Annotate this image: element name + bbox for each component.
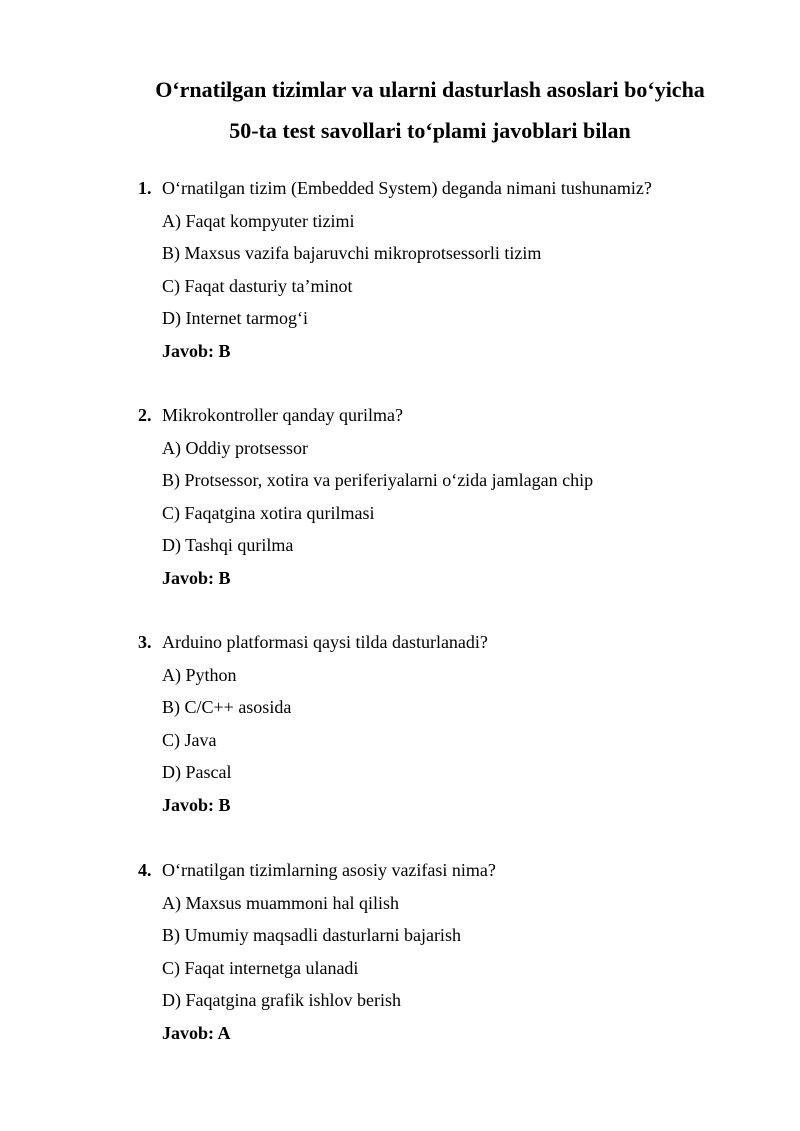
question-number: 2. xyxy=(138,405,152,425)
answer-label: Javob: B xyxy=(162,567,231,588)
option-c: C) Java xyxy=(162,729,217,750)
option-a: A) Maxsus muammoni hal qilish xyxy=(162,892,399,913)
question-2 xyxy=(0,404,800,599)
document-title-line-2: 50-ta test savollari to‘plami javoblari bilan xyxy=(229,118,631,143)
option-b: B) Protsessor, xotira va periferiyalarni o‘zida jamlagan chip xyxy=(162,470,594,490)
option-d: D) Tashqi qurilma xyxy=(162,535,294,555)
question-text: O‘rnatilgan tizimlarning asosiy vazifasi nima? xyxy=(162,860,496,880)
question-text: Mikrokontroller qanday qurilma? xyxy=(162,405,403,425)
option-a: A) Oddiy protsessor xyxy=(162,437,308,458)
question-3 xyxy=(0,631,800,826)
option-d: D) Pascal xyxy=(162,762,232,782)
option-b: B) Maxsus vazifa bajaruvchi mikroprotsessorli tizim xyxy=(162,243,542,263)
answer-label: Javob: B xyxy=(162,340,231,361)
question-text: Arduino platformasi qaysi tilda dasturlanadi? xyxy=(162,632,488,652)
option-c: C) Faqat dasturiy ta’minot xyxy=(162,275,353,296)
option-c: C) Faqat internetga ulanadi xyxy=(162,957,359,978)
question-4 xyxy=(0,859,800,1054)
option-b: B) C/C++ asosida xyxy=(162,697,292,717)
option-d: D) Faqatgina grafik ishlov berish xyxy=(162,990,401,1010)
option-a: A) Python xyxy=(162,664,237,685)
option-a: A) Faqat kompyuter tizimi xyxy=(162,210,355,231)
question-number: 4. xyxy=(138,860,152,880)
question-1 xyxy=(0,177,800,372)
option-b: B) Umumiy maqsadli dasturlarni bajarish xyxy=(162,925,461,945)
answer-label: Javob: A xyxy=(162,1022,231,1043)
question-number: 3. xyxy=(138,632,152,652)
option-c: C) Faqatgina xotira qurilmasi xyxy=(162,502,375,523)
document-title-line-1: O‘rnatilgan tizimlar va ularni dasturlash asoslari bo‘yicha xyxy=(155,77,705,102)
answer-label: Javob: B xyxy=(162,794,231,815)
option-d: D) Internet tarmog‘i xyxy=(162,308,308,328)
question-number: 1. xyxy=(138,178,152,198)
question-text: O‘rnatilgan tizim (Embedded System) deganda nimani tushunamiz? xyxy=(162,178,652,198)
